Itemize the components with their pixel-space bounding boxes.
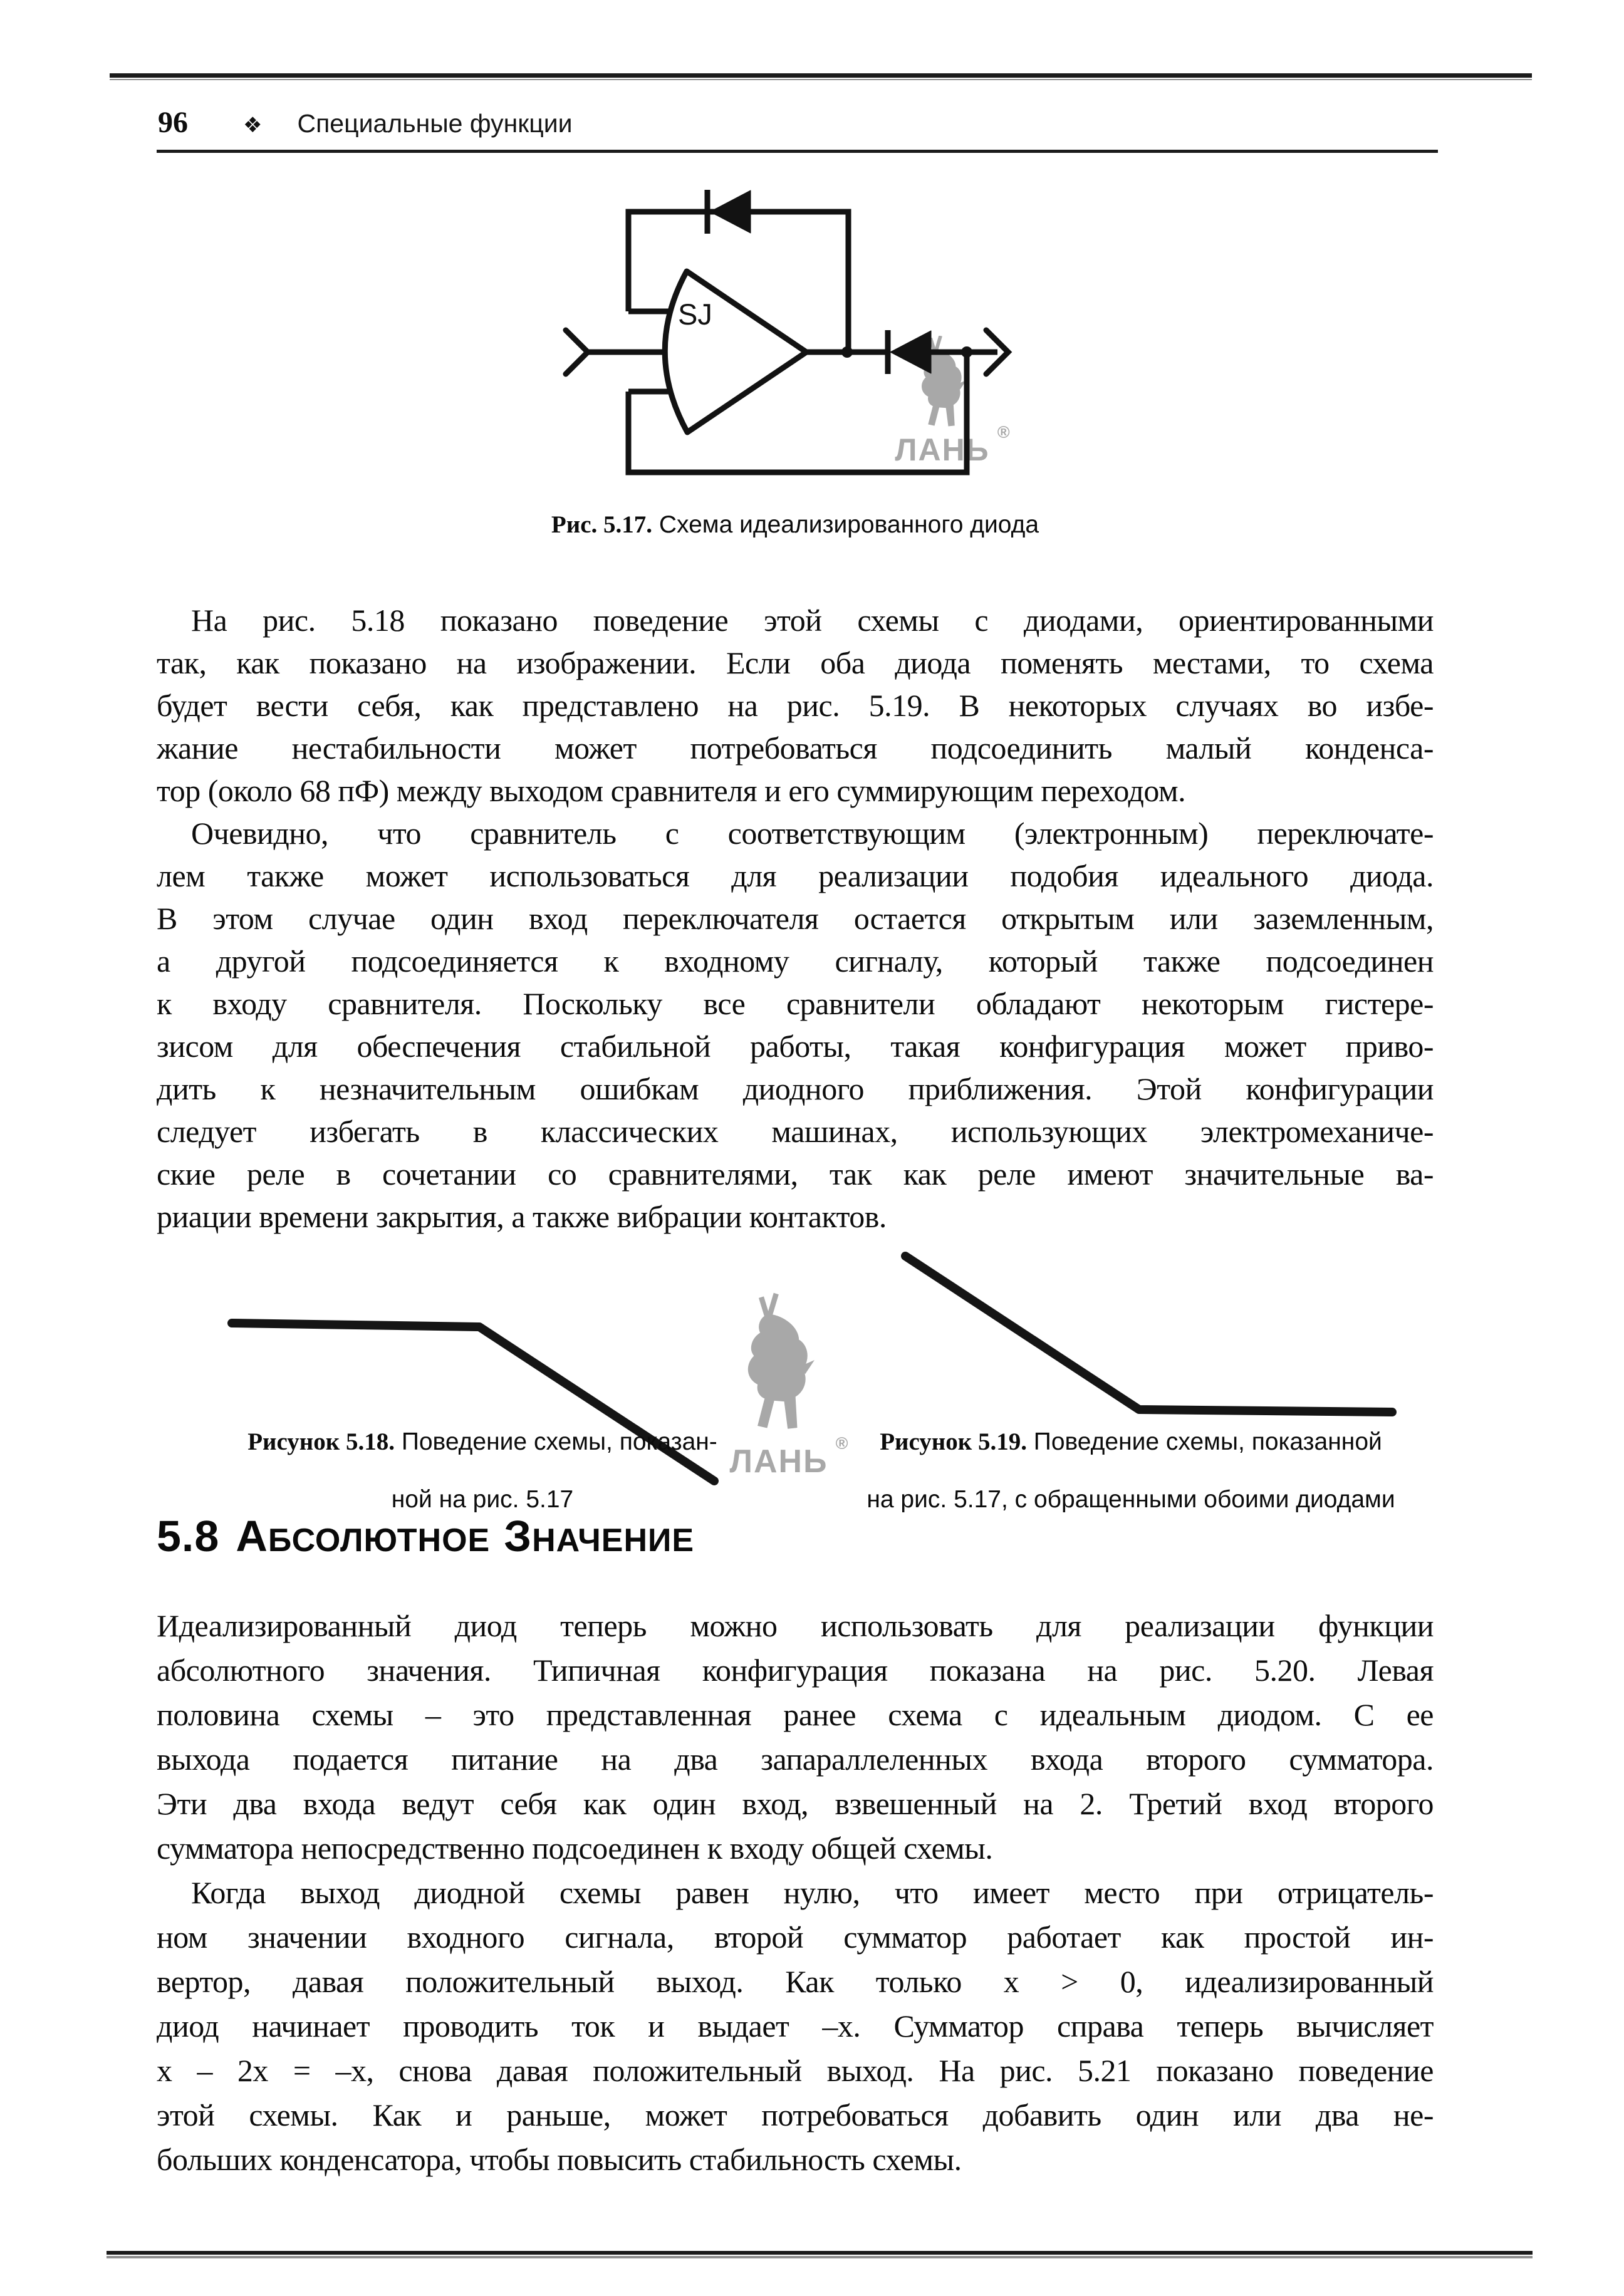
figure-5-17-caption-label: Рис. 5.17. <box>551 511 653 538</box>
body-line: половина схемы – это представленная ранее схема с идеальным диодом. С ее <box>157 1697 1434 1732</box>
registered-mark-icon: ® <box>997 423 1011 442</box>
body-line: ские реле в сочетании со сравнителями, так как реле имеют значительные ва- <box>157 1156 1434 1192</box>
summer-label: SJ <box>678 298 712 331</box>
page-number: 96 <box>158 106 188 139</box>
body-line: На рис. 5.18 показано поведение этой схемы с диодами, ориентированными <box>191 603 1434 638</box>
body-line: сумматора непосредственно подсоединен к входу общей схемы. <box>157 1831 993 1866</box>
figure-5-18-caption-label: Рисунок 5.18. <box>247 1428 395 1455</box>
heading-initial: З <box>504 1512 533 1561</box>
header-rule <box>157 150 1438 153</box>
series-diode-icon <box>890 331 931 373</box>
body-text-block-2 <box>157 1604 1434 2182</box>
caption-line <box>180 1413 784 1471</box>
body-line: Очевидно, что сравнитель с соответствующим (электронным) переключате- <box>191 816 1434 851</box>
figure-5-18-caption <box>180 1413 784 1529</box>
body-line: риации времени закрытия, а также вибрации контактов. <box>157 1199 887 1234</box>
body-line: абсолютного значения. Типичная конфигурация показана на рис. 5.20. Левая <box>157 1653 1434 1688</box>
caption-line <box>824 1413 1438 1471</box>
body-line: жание нестабильности может потребоваться подсоединить малый конденса- <box>157 730 1434 766</box>
body-line: зисом для обеспечения стабильной работы, такая конфигурация может приво- <box>157 1029 1434 1064</box>
chapter-title: Специальные функции <box>297 109 573 138</box>
figure-5-19-line <box>905 1256 1392 1412</box>
summer-symbol <box>665 271 806 432</box>
body-line: выхода подается питание на два запараллеленных входа второго сумматора. <box>157 1742 1434 1777</box>
body-line: дить к незначительным ошибкам диодного приближения. Этой конфигурации <box>157 1071 1434 1106</box>
heading-smallcaps: БСОЛЮТНОЕ <box>268 1522 491 1559</box>
running-header <box>158 105 573 144</box>
body-line: лем также может использоваться для реализации подобия идеального диода. <box>157 858 1434 893</box>
input-arrow-icon <box>566 330 588 374</box>
body-line: Эти два входа ведут себя как один вход, взвешенный на 2. Третий вход второго <box>157 1786 1434 1821</box>
figure-5-19-caption-text: Поведение схемы, показанной <box>1026 1428 1382 1455</box>
body-text-block-1 <box>157 599 1434 1238</box>
top-rule <box>110 73 1532 78</box>
bottom-rule-shadow <box>107 2256 1533 2258</box>
figure-5-17-caption-text: Схема идеализированного диода <box>652 511 1039 538</box>
heading-smallcaps: НАЧЕНИЕ <box>532 1522 695 1559</box>
body-line: так, как показано на изображении. Если оба диода поменять местами, то схема <box>157 645 1434 680</box>
body-line: а другой подсоединяется к входному сигналу, который также подсоединен <box>157 943 1434 979</box>
junction-dot <box>841 346 853 358</box>
body-line: тор (около 68 пФ) между выходом сравнителя и его суммирующим переходом. <box>157 773 1186 808</box>
watermark-text: ЛАНЬ <box>729 1443 828 1480</box>
watermark-text: ЛАНЬ <box>895 432 990 467</box>
section-number: 5.8 <box>157 1512 220 1561</box>
figure-5-18-caption-text: Поведение схемы, показан- <box>394 1428 717 1455</box>
body-line: будет вести себя, как представлено на рис. 5.19. В некоторых случаях во избе- <box>157 688 1434 723</box>
body-line: больших конденсатора, чтобы повысить стабильность схемы. <box>157 2142 962 2177</box>
figure-5-19-caption <box>824 1413 1438 1529</box>
body-line: вертор, давая положительный выход. Как только x > 0, идеализированный <box>157 1964 1434 1999</box>
body-line: диод начинает проводить ток и выдает –x. Сумматор справа теперь вычисляет <box>157 2008 1434 2044</box>
caption-line: ной на рис. 5.17 <box>391 1486 574 1513</box>
registered-mark-icon: ® <box>835 1434 850 1453</box>
feedback-diode-icon <box>710 190 751 233</box>
body-line: В этом случае один вход переключателя остается открытым или заземленным, <box>157 901 1434 936</box>
top-rule-shadow <box>110 79 1532 80</box>
caption-line: на рис. 5.17, с обращенными обоими диодами <box>867 1486 1395 1513</box>
body-line: ном значении входного сигнала, второй сумматор работает как простой ин- <box>157 1919 1434 1955</box>
diamond-separator-icon: ❖ <box>243 113 263 138</box>
body-line: Когда выход диодной схемы равен нулю, что имеет место при отрицатель- <box>191 1875 1434 1910</box>
body-line: этой схемы. Как и раньше, может потребоваться добавить один или два не- <box>157 2097 1434 2132</box>
body-line: x – 2x = –x, снова давая положительный выход. На рис. 5.21 показано поведение <box>157 2053 1434 2088</box>
junction-dot <box>961 346 972 358</box>
body-line: к входу сравнителя. Поскольку все сравнители обладают некоторым гистере- <box>157 986 1434 1021</box>
figure-5-17-caption <box>157 509 1434 541</box>
circuit-diagram-5-17 <box>533 169 1034 495</box>
bottom-rule <box>107 2251 1533 2255</box>
body-line: Идеализированный диод теперь можно использовать для реализации функции <box>157 1608 1434 1643</box>
body-line: следует избегать в классических машинах, использующих электромеханиче- <box>157 1114 1434 1149</box>
figure-5-19-caption-label: Рисунок 5.19. <box>880 1428 1027 1455</box>
heading-initial: А <box>236 1512 268 1561</box>
